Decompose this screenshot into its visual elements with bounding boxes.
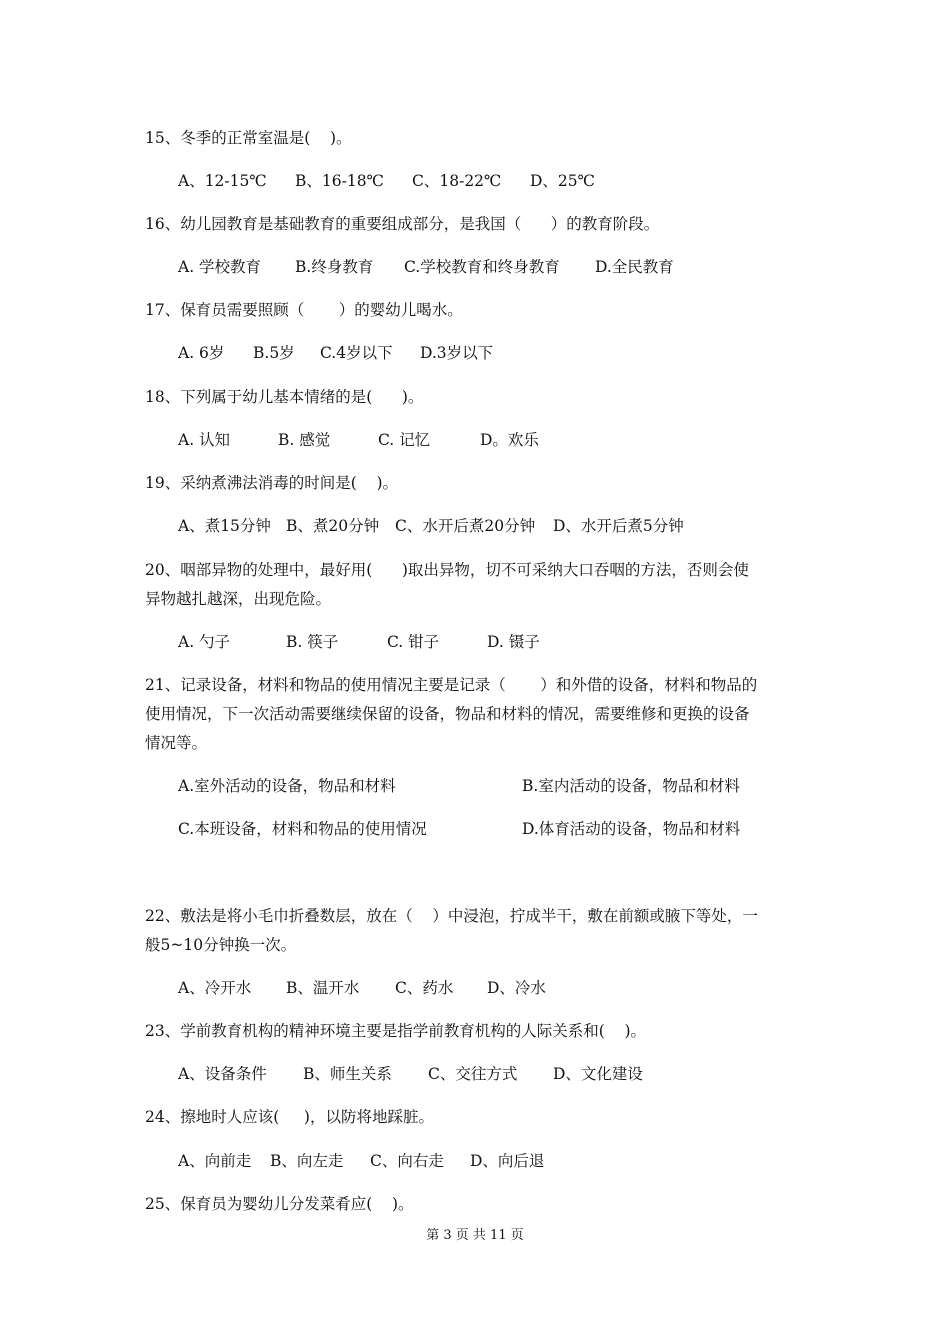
- question-20-stem-line-2: 异物越扎越深，出现危险。: [145, 590, 332, 608]
- question-24-option-c: C、向右走: [370, 1152, 444, 1170]
- question-15-option-b: B、16-18℃: [295, 172, 384, 190]
- question-16-stem: 16、幼儿园教育是基础教育的重要组成部分，是我国（ ）的教育阶段。: [145, 215, 660, 233]
- question-23-option-a: A、设备条件: [178, 1065, 267, 1083]
- question-19-option-a: A、煮15分钟: [178, 517, 271, 535]
- question-16-option-a: A. 学校教育: [178, 258, 262, 276]
- question-16-option-b: B.终身教育: [295, 258, 374, 276]
- question-15-stem: 15、冬季的正常室温是( )。: [145, 129, 352, 147]
- question-16-option-d: D.全民教育: [595, 258, 674, 276]
- question-24-option-d: D、向后退: [470, 1152, 545, 1170]
- question-21-stem-line-2: 使用情况，下一次活动需要继续保留的设备，物品和材料的情况，需要维修和更换的设备: [145, 705, 750, 723]
- question-20-stem-line-1: 20、咽部异物的处理中，最好用( )取出异物，切不可采纳大口吞咽的方法，否则会使: [145, 561, 749, 579]
- question-23-stem: 23、学前教育机构的精神环境主要是指学前教育机构的人际关系和( )。: [145, 1022, 647, 1040]
- question-18-option-b: B. 感觉: [278, 431, 331, 449]
- question-19-option-b: B、煮20分钟: [286, 517, 380, 535]
- question-17-option-a: A. 6岁: [178, 344, 225, 362]
- question-24-option-b: B、向左走: [270, 1152, 344, 1170]
- question-20-option-a: A. 勺子: [178, 633, 231, 651]
- question-23-option-b: B、师生关系: [303, 1065, 392, 1083]
- question-17-option-d: D.3岁以下: [420, 344, 494, 362]
- question-22-stem-line-1: 22、敷法是将小毛巾折叠数层，放在（ ）中浸泡，拧成半干，敷在前额或腋下等处，一: [145, 907, 758, 925]
- question-15-option-d: D、25℃: [530, 172, 595, 190]
- question-18-stem: 18、下列属于幼儿基本情绪的是( )。: [145, 388, 424, 406]
- page-number-footer: 第 3 页 共 11 页: [426, 1228, 524, 1243]
- question-19-option-c: C、水开后煮20分钟: [395, 517, 536, 535]
- question-22-option-c: C、药水: [395, 979, 454, 997]
- question-22-stem-line-2: 般5~10分钟换一次。: [145, 936, 297, 954]
- question-21-option-c: C.本班设备，材料和物品的使用情况: [178, 820, 427, 838]
- question-16-option-c: C.学校教育和终身教育: [404, 258, 560, 276]
- question-22-option-d: D、冷水: [487, 979, 546, 997]
- question-20-option-c: C. 钳子: [387, 633, 440, 651]
- question-17-option-c: C.4岁以下: [320, 344, 393, 362]
- question-24-option-a: A、向前走: [178, 1152, 252, 1170]
- question-15-option-c: C、18-22℃: [412, 172, 502, 190]
- question-18-option-c: C. 记忆: [378, 431, 431, 449]
- question-21-option-a: A.室外活动的设备，物品和材料: [178, 777, 396, 795]
- question-21-option-d: D.体育活动的设备，物品和材料: [522, 820, 741, 838]
- question-21-stem-line-1: 21、记录设备，材料和物品的使用情况主要是记录（ ）和外借的设备，材料和物品的: [145, 676, 758, 694]
- question-17-option-b: B.5岁: [253, 344, 295, 362]
- question-21-stem-line-3: 情况等。: [145, 734, 208, 752]
- question-22-option-b: B、温开水: [286, 979, 360, 997]
- question-17-stem: 17、保育员需要照顾（ ）的婴幼儿喝水。: [145, 301, 463, 319]
- question-18-option-a: A. 认知: [178, 431, 231, 449]
- question-15-option-a: A、12-15℃: [178, 172, 267, 190]
- question-21-option-b: B.室内活动的设备，物品和材料: [522, 777, 740, 795]
- question-19-option-d: D、水开后煮5分钟: [553, 517, 684, 535]
- question-23-option-d: D、文化建设: [553, 1065, 643, 1083]
- question-20-option-d: D. 镊子: [487, 633, 540, 651]
- question-18-option-d: D。欢乐: [480, 431, 539, 449]
- question-19-stem: 19、采纳煮沸法消毒的时间是( )。: [145, 474, 399, 492]
- question-22-option-a: A、冷开水: [178, 979, 252, 997]
- question-25-stem: 25、保育员为婴幼儿分发菜肴应( )。: [145, 1195, 414, 1213]
- question-20-option-b: B. 筷子: [286, 633, 339, 651]
- question-23-option-c: C、交往方式: [428, 1065, 518, 1083]
- question-24-stem: 24、擦地时人应该( )，以防将地踩脏。: [145, 1108, 434, 1126]
